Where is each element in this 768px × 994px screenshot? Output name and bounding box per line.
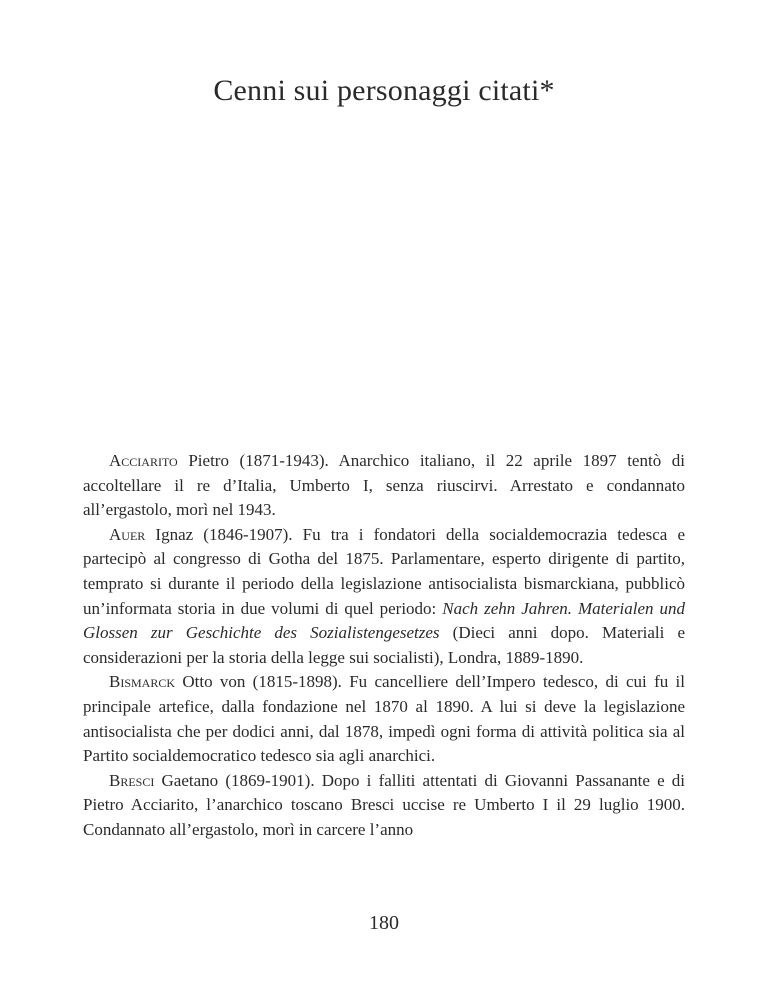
entry-surname: Auer [109, 524, 146, 544]
entry-acciarito [83, 449, 685, 523]
entry-text: Pietro (1871-1943). Anarchico italiano, il 22 aprile 1897 tentò di accoltellare il re d’Italia, Umberto I, senza riuscirvi. Arrestato e condannato all’ergastolo, morì nel 1943. [83, 451, 686, 520]
entry-surname: Bresci [109, 770, 155, 790]
book-title: Nach zehn Jahren. Materialen und Glossen zur Geschichte des Sozialistengesetzes [83, 598, 685, 643]
entry-auer [83, 523, 685, 671]
entry-text: Otto von (1815-1898). Fu cancelliere dell’Impero tedesco, di cui fu il principale artefice, dalla fondazione nel 1870 al 1890. A lui si deve la legislazione antisocialista che per dodici anni, dal 1878, impedì ogni forma di attività politica sia al Partito socialdemocratico tedesco sia agli anarchici. [83, 672, 685, 766]
entry-surname: Bismarck [109, 672, 176, 692]
entry-bismarck [83, 670, 685, 768]
page-title: Cenni sui personaggi citati* [213, 74, 555, 107]
entry-text: Ignaz (1846-1907). Fu tra i fondatori della socialdemocrazia tedesca e partecipò al congresso di Gotha del 1875. Parlamentare, esperto dirigente di partito, temprato si durante il periodo della legislazione antisocialista bismarckiana, pubblicò un’informata storia in due volumi di quel periodo: [83, 524, 686, 618]
entry-bresci [83, 769, 685, 843]
entries-section [83, 449, 685, 843]
page-number: 180 [369, 912, 399, 934]
entry-surname: Acciarito [109, 451, 178, 470]
entry-text-continued: (Dieci anni dopo. Materiali e considerazioni per la storia della legge sui socialisti), Londra, 1889-1890. [83, 623, 685, 667]
entry-text: Gaetano (1869-1901). Dopo i falliti attentati di Giovanni Passanante e di Pietro Acciarito, l’anarchico toscano Bresci uccise re Umberto I il 29 luglio 1900. Condannato all’ergastolo, morì in carcere l’anno [83, 770, 686, 839]
